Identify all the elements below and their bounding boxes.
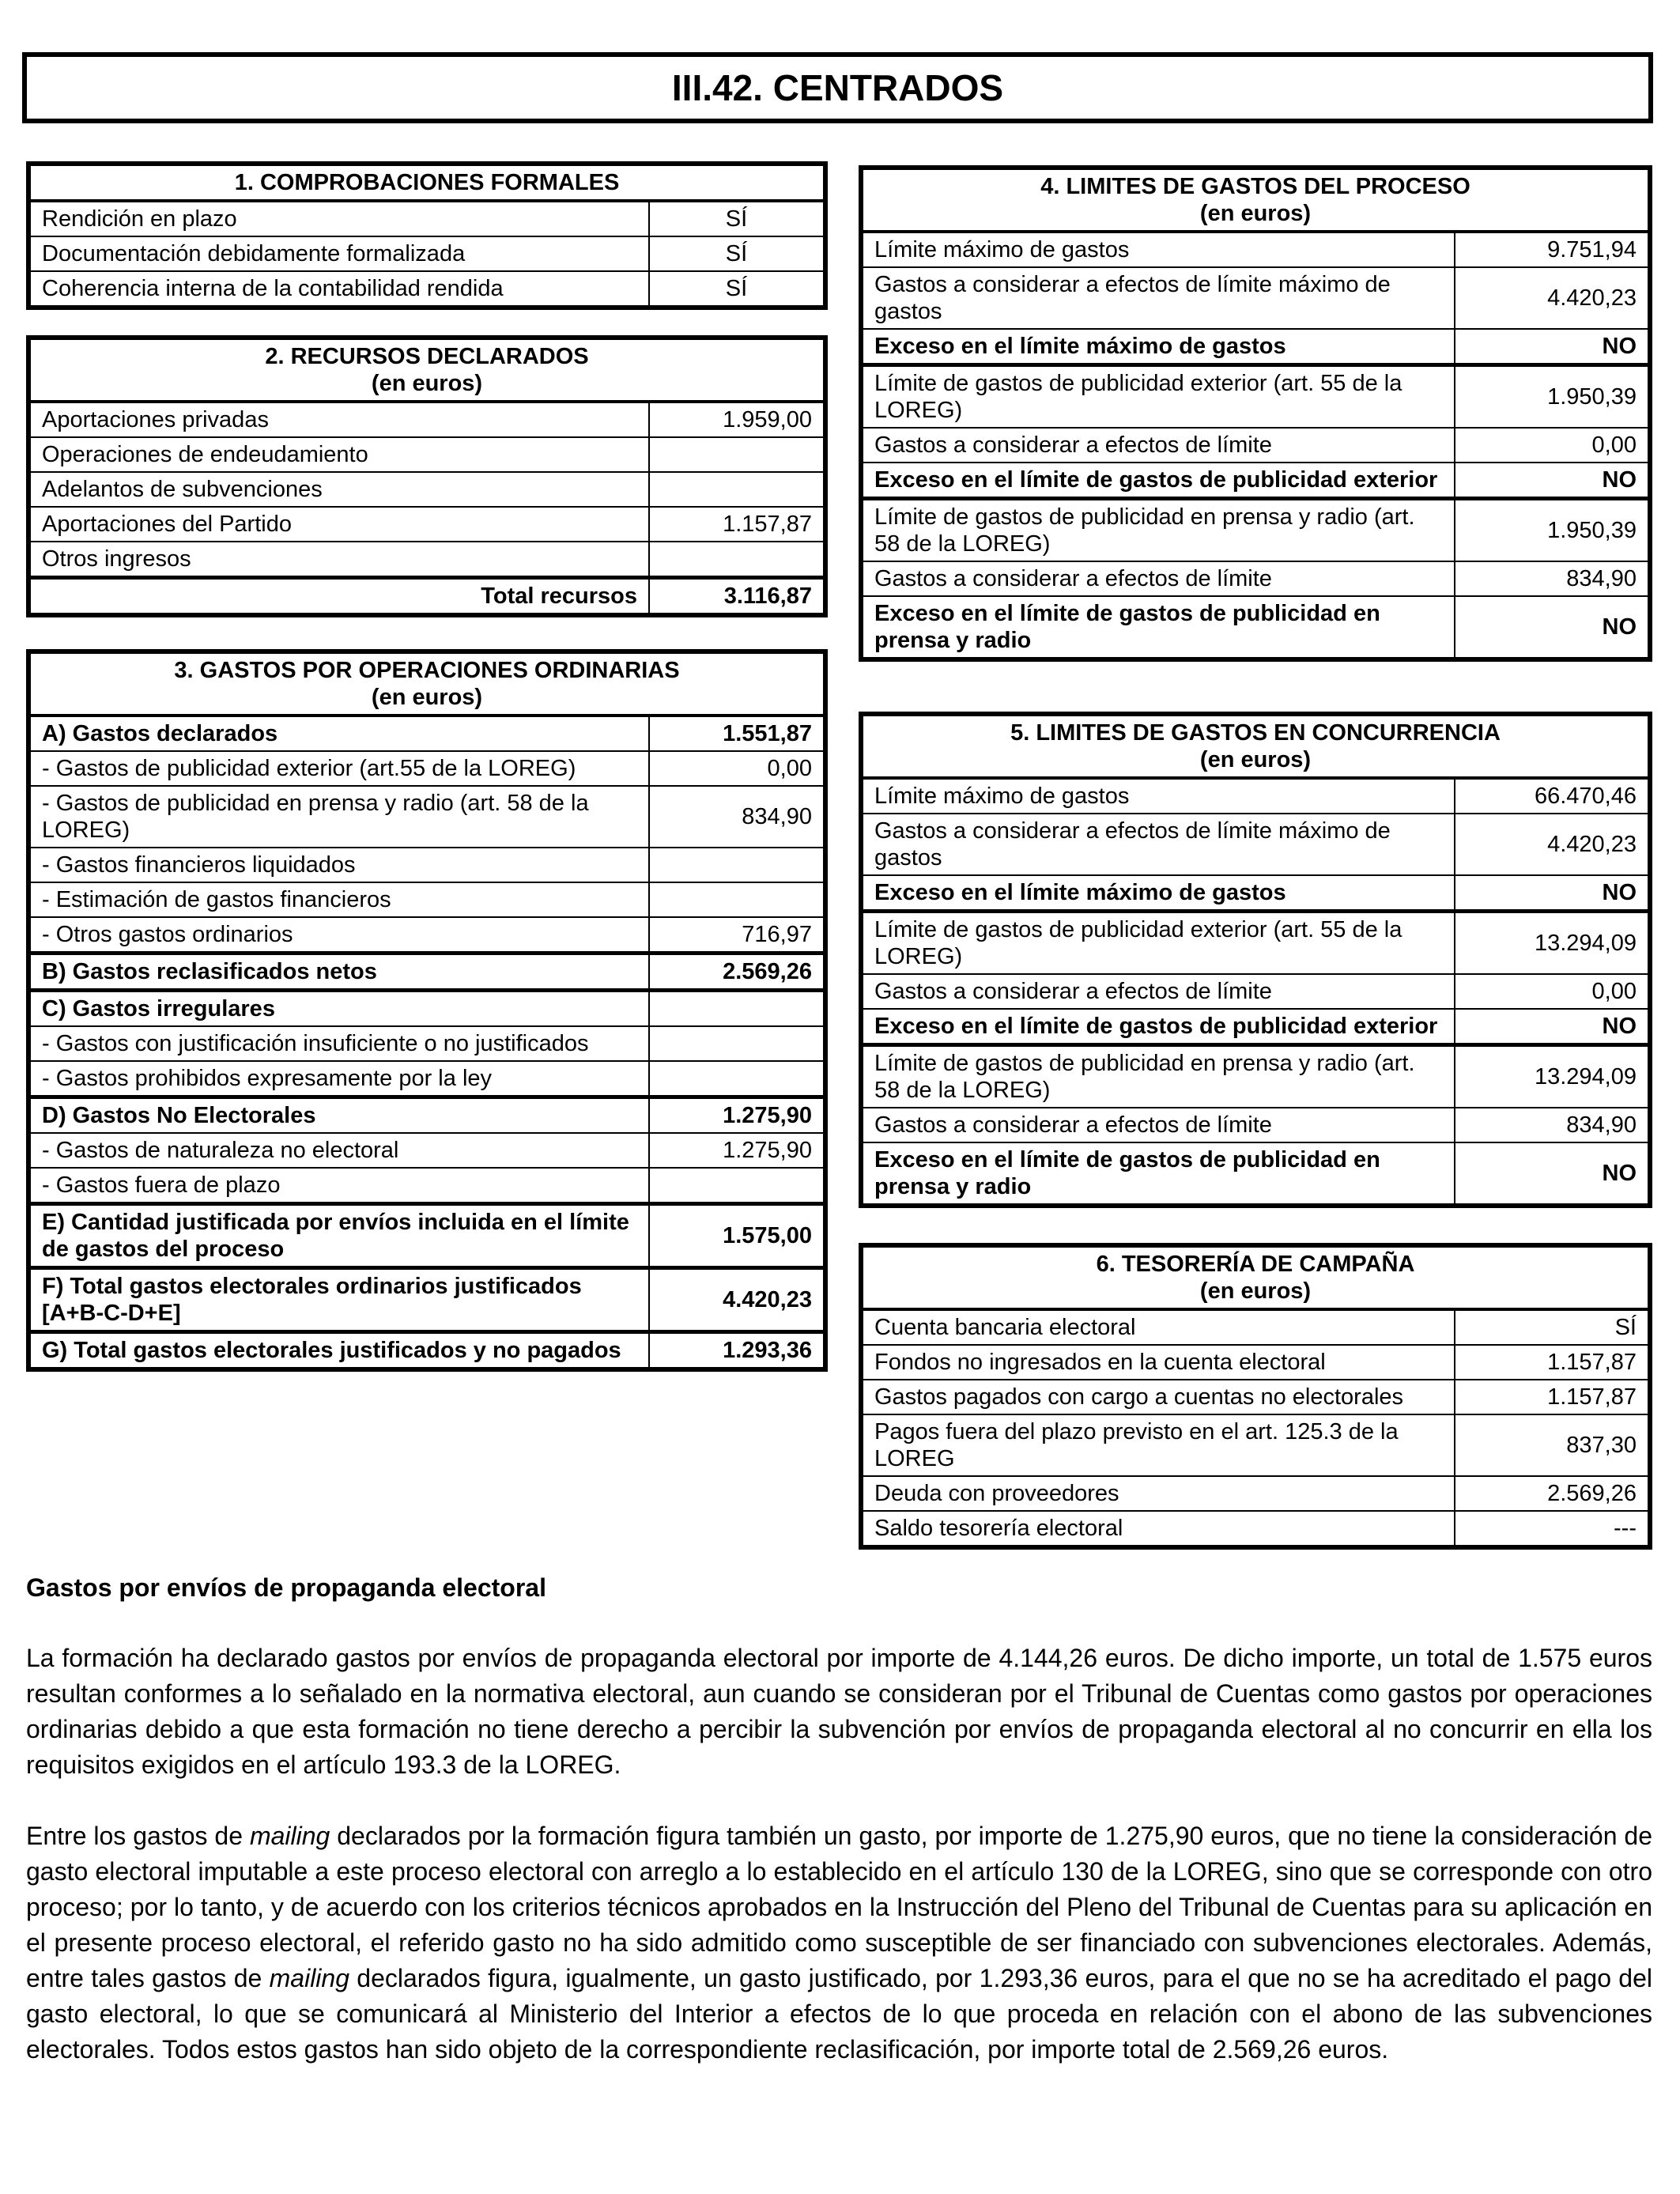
section-header	[861, 714, 1650, 778]
row-label: - Gastos prohibidos expresamente por la ley	[28, 1061, 649, 1097]
row-label: Exceso en el límite de gastos de publicidad exterior	[861, 463, 1455, 499]
row-value: 1.157,87	[1455, 1380, 1650, 1414]
table-comprobaciones-formales	[26, 161, 828, 310]
row-value	[649, 991, 825, 1027]
table-row	[861, 561, 1650, 596]
section-header	[861, 1245, 1650, 1309]
table-row	[28, 917, 825, 954]
row-label: Límite de gastos de publicidad exterior (art. 55 de la LOREG)	[861, 365, 1455, 429]
table-row	[28, 991, 825, 1027]
section-header	[28, 651, 825, 716]
table-limites-gastos-concurrencia	[859, 712, 1652, 1208]
row-value	[649, 1061, 825, 1097]
table-row	[861, 1380, 1650, 1414]
table-row	[28, 716, 825, 751]
section-title: 2. RECURSOS DECLARADOS	[265, 344, 589, 369]
table-row	[28, 437, 825, 472]
row-value: 1.950,39	[1455, 365, 1650, 429]
row-value: 0,00	[1455, 428, 1650, 463]
table-row	[28, 1061, 825, 1097]
table-row	[861, 365, 1650, 429]
row-value: SÍ	[649, 271, 825, 308]
table-row	[28, 402, 825, 437]
row-label: Adelantos de subvenciones	[28, 472, 649, 507]
table-gastos-operaciones-ordinarias	[26, 649, 828, 1372]
table-row	[861, 232, 1650, 267]
table-row	[28, 786, 825, 848]
table-row	[861, 974, 1650, 1009]
row-label: Límite máximo de gastos	[861, 232, 1455, 267]
row-label: Exceso en el límite de gastos de publicidad en prensa y radio	[861, 596, 1455, 659]
row-value: SÍ	[1455, 1309, 1650, 1345]
row-value	[649, 1026, 825, 1061]
row-label: - Gastos fuera de plazo	[28, 1168, 649, 1204]
row-label: Exceso en el límite de gastos de publicidad en prensa y radio	[861, 1142, 1455, 1206]
row-value: 1.950,39	[1455, 499, 1650, 562]
table-row	[28, 1133, 825, 1168]
row-value: 1.551,87	[649, 716, 825, 751]
row-value: 834,90	[1455, 561, 1650, 596]
row-value: NO	[1455, 329, 1650, 365]
row-label: Gastos a considerar a efectos de límite	[861, 1108, 1455, 1142]
table-row	[861, 814, 1650, 875]
table-row	[861, 428, 1650, 463]
row-value: 1.959,00	[649, 402, 825, 437]
section-heading: Gastos por envíos de propaganda electoral	[26, 1573, 546, 1602]
row-value: 0,00	[1455, 974, 1650, 1009]
section-header	[28, 338, 825, 402]
row-value: NO	[1455, 1142, 1650, 1206]
row-value: 1.275,90	[649, 1097, 825, 1134]
row-label: Aportaciones privadas	[28, 402, 649, 437]
section-title: 4. LIMITES DE GASTOS DEL PROCESO	[1040, 174, 1470, 199]
total-row	[28, 578, 825, 616]
section-subtitle: (en euros)	[1199, 747, 1312, 772]
row-value: 716,97	[649, 917, 825, 954]
row-value: ---	[1455, 1511, 1650, 1547]
row-label: Operaciones de endeudamiento	[28, 437, 649, 472]
table-row	[28, 236, 825, 271]
page-title: III.42. CENTRADOS	[22, 52, 1653, 123]
row-label: Cuenta bancaria electoral	[861, 1309, 1455, 1345]
table-row	[28, 201, 825, 236]
row-label: B) Gastos reclasificados netos	[28, 954, 649, 991]
row-label: Gastos a considerar a efectos de límite	[861, 974, 1455, 1009]
table-row	[28, 542, 825, 578]
row-label: Límite máximo de gastos	[861, 778, 1455, 814]
section-header: 1. COMPROBACIONES FORMALES	[28, 164, 825, 201]
row-value: 1.157,87	[1455, 1345, 1650, 1380]
table-row	[861, 1511, 1650, 1547]
row-value	[649, 1168, 825, 1204]
table-recursos-declarados	[26, 335, 828, 617]
row-label: Exceso en el límite máximo de gastos	[861, 329, 1455, 365]
table-limites-gastos-proceso	[859, 165, 1652, 662]
row-label: Pagos fuera del plazo previsto en el art. 125.3 de la LOREG	[861, 1414, 1455, 1476]
section-subtitle: (en euros)	[1199, 201, 1312, 226]
row-label: Límite de gastos de publicidad exterior (art. 55 de la LOREG)	[861, 912, 1455, 975]
row-value: 834,90	[649, 786, 825, 848]
table-row	[861, 1045, 1650, 1108]
row-label: F) Total gastos electorales ordinarios justificados [A+B-C-D+E]	[28, 1268, 649, 1332]
row-label: Límite de gastos de publicidad en prensa y radio (art. 58 de la LOREG)	[861, 499, 1455, 562]
row-value: 13.294,09	[1455, 1045, 1650, 1108]
table-row	[28, 1332, 825, 1370]
row-label: Otros ingresos	[28, 542, 649, 578]
paragraph-1: La formación ha declarado gastos por envíos de propaganda electoral por importe de 4.144,26 euros. De dicho importe, un total de 1.575 euros resultan conformes a lo señalado en la normativa electoral, aun cuando se consideran por el Tribunal de Cuentas como gastos por operaciones ordinarias debido a que esta formación no tiene derecho a percibir la subvención por envíos de propaganda electoral al no concurrir en ella los requisitos exigidos en el artículo 193.3 de la LOREG.	[26, 1644, 1652, 1779]
table-row	[861, 463, 1650, 499]
table-row	[28, 882, 825, 917]
section-header	[861, 168, 1650, 232]
table-row	[861, 267, 1650, 329]
row-label: Gastos a considerar a efectos de límite	[861, 428, 1455, 463]
row-label: Saldo tesorería electoral	[861, 1511, 1455, 1547]
row-label: Coherencia interna de la contabilidad rendida	[28, 271, 649, 308]
table-row	[861, 329, 1650, 365]
row-label: - Otros gastos ordinarios	[28, 917, 649, 954]
table-row	[861, 499, 1650, 562]
table-tesoreria-campana	[859, 1243, 1652, 1550]
section-title: 6. TESORERÍA DE CAMPAÑA	[1096, 1252, 1415, 1277]
row-label: Exceso en el límite máximo de gastos	[861, 875, 1455, 912]
row-label: A) Gastos declarados	[28, 716, 649, 751]
paragraph-text: Entre los gastos de	[26, 1822, 250, 1850]
row-value: 1.575,00	[649, 1204, 825, 1268]
row-label: Gastos a considerar a efectos de límite máximo de gastos	[861, 267, 1455, 329]
row-value	[649, 882, 825, 917]
row-label: C) Gastos irregulares	[28, 991, 649, 1027]
row-label: - Gastos con justificación insuficiente o no justificados	[28, 1026, 649, 1061]
row-label: - Estimación de gastos financieros	[28, 882, 649, 917]
row-value: 2.569,26	[1455, 1476, 1650, 1511]
row-label: Documentación debidamente formalizada	[28, 236, 649, 271]
table-row	[861, 778, 1650, 814]
row-value	[649, 848, 825, 882]
paragraph-text: declarados por la formación figura también un gasto, por importe de 1.275,90 euros, que no tiene la consideración de gasto electoral imputable a este proceso electoral con arreglo a lo establecido en el artículo 130 de la LOREG, sino que se corresponde con otro proceso; por lo tanto, y de acuerdo con los criterios técnicos aprobados en la Instrucción del Pleno del Tribunal de Cuentas para su aplicación en el presente proceso electoral, el referido gasto no ha sido admitido como susceptible de ser financiado con subvenciones electorales. Además, entre tales gastos de	[26, 1822, 1653, 1992]
table-row	[28, 751, 825, 786]
row-value: 9.751,94	[1455, 232, 1650, 267]
table-row	[28, 271, 825, 308]
row-label: E) Cantidad justificada por envíos incluida en el límite de gastos del proceso	[28, 1204, 649, 1268]
paragraph-2	[26, 1818, 1652, 2067]
section-subtitle: (en euros)	[371, 685, 483, 710]
table-row	[28, 954, 825, 991]
total-label: Total recursos	[28, 578, 649, 616]
table-row	[861, 1476, 1650, 1511]
row-value: 834,90	[1455, 1108, 1650, 1142]
table-row	[861, 1009, 1650, 1045]
table-row	[861, 1108, 1650, 1142]
row-value: 837,30	[1455, 1414, 1650, 1476]
paragraph-text: declarados figura, igualmente, un gasto justificado, por 1.293,36 euros, para el que no se ha acreditado el pago del gasto electoral, lo que se comunicará al Ministerio del Interior a efectos de lo que proceda en relación con el abono de las subvenciones electorales. Todos estos gastos han sido objeto de la correspondiente reclasificación, por importe total de 2.569,26 euros.	[26, 1964, 1653, 2064]
table-row	[28, 472, 825, 507]
row-value: SÍ	[649, 236, 825, 271]
row-value	[649, 542, 825, 578]
table-row	[28, 848, 825, 882]
row-value: 1.293,36	[649, 1332, 825, 1370]
row-label: D) Gastos No Electorales	[28, 1097, 649, 1134]
table-row	[861, 912, 1650, 975]
table-row	[861, 1309, 1650, 1345]
row-value: 66.470,46	[1455, 778, 1650, 814]
table-row	[28, 1026, 825, 1061]
row-label: G) Total gastos electorales justificados y no pagados	[28, 1332, 649, 1370]
row-value: 4.420,23	[1455, 267, 1650, 329]
row-value: 1.275,90	[649, 1133, 825, 1168]
table-row	[861, 596, 1650, 659]
total-value: 3.116,87	[649, 578, 825, 616]
row-label: Gastos a considerar a efectos de límite	[861, 561, 1455, 596]
row-label: - Gastos financieros liquidados	[28, 848, 649, 882]
row-value: NO	[1455, 463, 1650, 499]
section-subtitle: (en euros)	[1199, 1278, 1312, 1304]
row-label: Gastos pagados con cargo a cuentas no electorales	[861, 1380, 1455, 1414]
section-title: 5. LIMITES DE GASTOS EN CONCURRENCIA	[1010, 720, 1501, 746]
row-value: SÍ	[649, 201, 825, 236]
row-value: 4.420,23	[1455, 814, 1650, 875]
row-label: Deuda con proveedores	[861, 1476, 1455, 1511]
table-row	[28, 1168, 825, 1204]
emphasis-text: mailing	[249, 1822, 330, 1850]
table-row	[28, 1268, 825, 1332]
row-label: Rendición en plazo	[28, 201, 649, 236]
row-label: Fondos no ingresados en la cuenta electoral	[861, 1345, 1455, 1380]
row-value: 4.420,23	[649, 1268, 825, 1332]
row-value	[649, 437, 825, 472]
table-row	[28, 1204, 825, 1268]
row-label: - Gastos de naturaleza no electoral	[28, 1133, 649, 1168]
section-title: 3. GASTOS POR OPERACIONES ORDINARIAS	[174, 658, 680, 683]
row-value: 2.569,26	[649, 954, 825, 991]
row-value: 0,00	[649, 751, 825, 786]
row-value: NO	[1455, 596, 1650, 659]
row-label: - Gastos de publicidad en prensa y radio (art. 58 de la LOREG)	[28, 786, 649, 848]
table-row	[28, 1097, 825, 1134]
table-row	[861, 1414, 1650, 1476]
row-value: 1.157,87	[649, 507, 825, 542]
row-label: Exceso en el límite de gastos de publicidad exterior	[861, 1009, 1455, 1045]
row-value: NO	[1455, 875, 1650, 912]
row-value	[649, 472, 825, 507]
row-value: NO	[1455, 1009, 1650, 1045]
table-row	[28, 507, 825, 542]
table-row	[861, 1142, 1650, 1206]
table-row	[861, 1345, 1650, 1380]
emphasis-text: mailing	[269, 1964, 349, 1992]
section-subtitle: (en euros)	[371, 371, 483, 396]
row-label: Gastos a considerar a efectos de límite máximo de gastos	[861, 814, 1455, 875]
table-row	[861, 875, 1650, 912]
row-value: 13.294,09	[1455, 912, 1650, 975]
row-label: Límite de gastos de publicidad en prensa y radio (art. 58 de la LOREG)	[861, 1045, 1455, 1108]
row-label: - Gastos de publicidad exterior (art.55 de la LOREG)	[28, 751, 649, 786]
row-label: Aportaciones del Partido	[28, 507, 649, 542]
